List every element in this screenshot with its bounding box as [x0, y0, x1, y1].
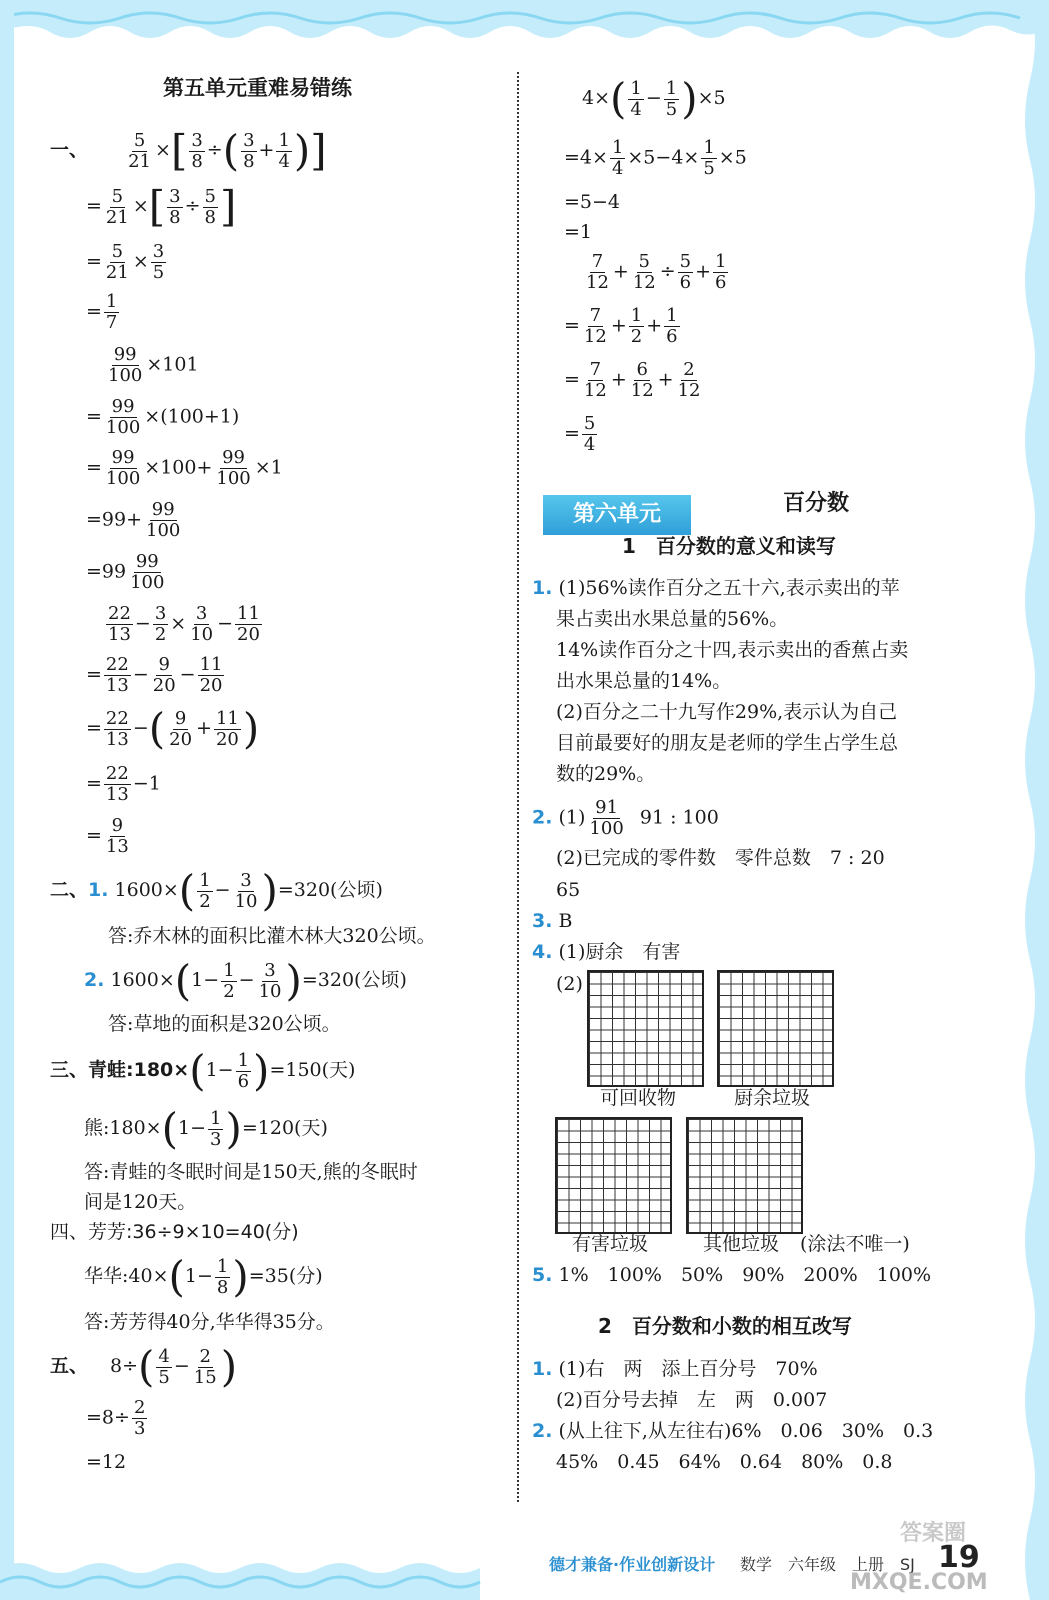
s1-p2-line-3: =99+ $\frac{99}{100}$	[86, 499, 181, 541]
s2-q1-answer: 答:乔木林的面积比灌木林大320公顷。	[108, 925, 436, 947]
s1-p2-line-2: = $\frac{99}{100}$ ×100+ $\frac{99}{100}$ ×1	[86, 447, 283, 489]
s1-p2-line-1: = $\frac{99}{100}$ ×(100+1)	[86, 396, 240, 438]
frac: $\frac{5}{21}$	[128, 129, 152, 172]
s5-line-2: =8÷ $\frac{2}{3}$	[86, 1397, 146, 1439]
s5-line-1: 五、 8÷( $\frac{4}{5}$ − $\frac{2}{15}$ )	[50, 1342, 238, 1391]
r2-line-2: 45% 0.45 64% 0.64 80% 0.8	[556, 1451, 893, 1473]
c1-line-0: 4×( $\frac{1}{4}$ − $\frac{1}{5}$ )×5	[582, 74, 726, 123]
wave-border-top	[0, 0, 1049, 60]
c1-line-3: =1	[564, 221, 593, 243]
q1-line-5: (2)百分之二十九写作29%,表示认为自己	[556, 701, 898, 723]
section-2-title: 2 百分数和小数的相互改写	[598, 1314, 852, 1338]
watermark: MXQE.COM	[850, 1570, 988, 1595]
s1-line-1: = $\frac{5}{21}$ ×[ $\frac{3}{8}$ ÷ $\frac{5}{8}$ ]	[86, 182, 237, 231]
grid-hazardous	[555, 1117, 672, 1234]
c2-line-0: $\frac{7}{12}$ + $\frac{5}{12}$ ÷ $\frac{5}{6}$ + $\frac{1}{6}$	[586, 251, 727, 293]
c1-line-1: =4× $\frac{1}{4}$ ×5−4× $\frac{1}{5}$ ×5	[564, 137, 747, 179]
s4-line-2: 华华:40×(1− $\frac{1}{8}$ )=35(分)	[84, 1252, 323, 1301]
grid-label-recyclable: 可回收物	[600, 1087, 677, 1109]
watermark-logo: 答案圈	[900, 1521, 967, 1546]
s1-line-3: = $\frac{1}{7}$	[86, 291, 118, 333]
q1-line-4: 出水果总量的14%。	[556, 670, 732, 692]
s1-line-0: 一、 $\frac{5}{21}$ ×[ $\frac{3}{8}$ ÷( $\frac{3}{8}$ + $\frac{1}{4}$ )]	[50, 126, 327, 175]
grid-kitchen	[717, 970, 834, 1087]
s1-p2-line-0: $\frac{99}{100}$ ×101	[108, 344, 199, 386]
s1-label: 一、	[50, 139, 89, 161]
wave-border-right	[1018, 0, 1049, 1600]
c2-line-3: = $\frac{5}{4}$	[564, 413, 596, 455]
unit-title: 百分数	[783, 491, 850, 516]
s2-q2: 2. 1600×(1− $\frac{1}{2}$ − $\frac{3}{10}$ )=320(公顷)	[84, 956, 407, 1005]
grid-label-other: 其他垃圾	[703, 1233, 780, 1255]
r2-line-1: 2. (从上往下,从左往右)6% 0.06 30% 0.3	[532, 1420, 934, 1442]
q1-line-7: 数的29%。	[556, 763, 656, 785]
c2-line-2: = $\frac{7}{12}$ + $\frac{6}{12}$ + $\frac{2}{12}$	[564, 359, 701, 401]
page-number: 19	[938, 1540, 980, 1575]
q1-line-2: 果占卖出水果总量的56%。	[556, 608, 789, 630]
q2-line-2: (2)已完成的零件数 零件总数 7 : 20	[556, 847, 885, 869]
q1-line-1: 1. (1)56%读作百分之五十六,表示卖出的苹	[532, 577, 900, 599]
q1-line-3: 14%读作百分之十四,表示卖出的香蕉占卖	[556, 639, 909, 661]
s1-p3-line-4: = $\frac{9}{13}$	[86, 815, 129, 857]
grid-label-kitchen: 厨余垃圾	[734, 1087, 811, 1109]
s4-line-1: 四、芳芳:36÷9×10=40(分)	[50, 1221, 299, 1243]
wave-border-left	[0, 0, 22, 1600]
s3-line-2: 熊:180×(1− $\frac{1}{3}$ )=120(天)	[84, 1104, 328, 1153]
r1-line-2: (2)百分号去掉 左 两 0.007	[556, 1389, 828, 1411]
r1-line-1: 1. (1)右 两 添上百分号 70%	[532, 1358, 818, 1380]
unit-badge: 第六单元	[543, 495, 691, 535]
footer-subject: 数学 六年级 上册 SJ	[740, 1555, 915, 1574]
column-divider	[517, 72, 519, 1502]
grid-recyclable	[587, 970, 704, 1087]
q2-line-3: 65	[556, 879, 581, 901]
s5-line-3: =12	[86, 1451, 127, 1473]
left-title: 第五单元重难易错练	[163, 76, 352, 100]
grid-label-hazardous: 有害垃圾	[572, 1233, 649, 1255]
grid-note: (涂法不唯一)	[800, 1233, 910, 1255]
s1-p2-line-4: =99 $\frac{99}{100}$	[86, 551, 165, 593]
q5-line: 5. 1% 100% 50% 90% 200% 100%	[532, 1264, 932, 1286]
grid-other	[686, 1117, 803, 1234]
s1-p3-line-2: = $\frac{22}{13}$ −( $\frac{9}{20}$ + $\frac{11}{20}$ )	[86, 704, 260, 753]
s1-p3-line-1: = $\frac{22}{13}$ − $\frac{9}{20}$ − $\frac{11}{20}$	[86, 654, 223, 696]
s3-answer-1: 答:青蛙的冬眠时间是150天,熊的冬眠时	[84, 1161, 418, 1183]
s4-answer: 答:芳芳得40分,华华得35分。	[84, 1311, 335, 1333]
s2-q2-answer: 答:草地的面积是320公顷。	[108, 1013, 341, 1035]
q3-line: 3. B	[532, 910, 573, 932]
s3-line-1: 三、青蛙:180×(1− $\frac{1}{6}$ )=150(天)	[50, 1046, 356, 1095]
s1-p3-line-0: $\frac{22}{13}$ − $\frac{3}{2}$ × $\frac{3}{10}$ − $\frac{11}{20}$	[108, 603, 260, 645]
q4-line-1: 4. (1)厨余 有害	[532, 941, 681, 963]
s1-line-2: = $\frac{5}{21}$ × $\frac{3}{5}$	[86, 241, 165, 283]
footer-brand: 德才兼备·作业创新设计	[549, 1555, 716, 1574]
s3-answer-2: 间是120天。	[84, 1191, 197, 1213]
q2-line-1: 2. (1) $\frac{91}{100}$ 91 : 100	[532, 797, 719, 839]
c1-line-2: =5−4	[564, 191, 621, 213]
q4-line-2: (2)	[556, 973, 583, 995]
s2-q1: 二、1. 1600×( $\frac{1}{2}$ − $\frac{3}{10}$ )=320(公顷)	[50, 866, 383, 915]
section-1-title: 1 百分数的意义和读写	[622, 534, 836, 558]
q1-line-6: 目前最要好的朋友是老师的学生占学生总	[556, 732, 899, 754]
s1-p3-line-3: = $\frac{22}{13}$ −1	[86, 763, 161, 805]
c2-line-1: = $\frac{7}{12}$ + $\frac{1}{2}$ + $\frac{1}{6}$	[564, 305, 678, 347]
